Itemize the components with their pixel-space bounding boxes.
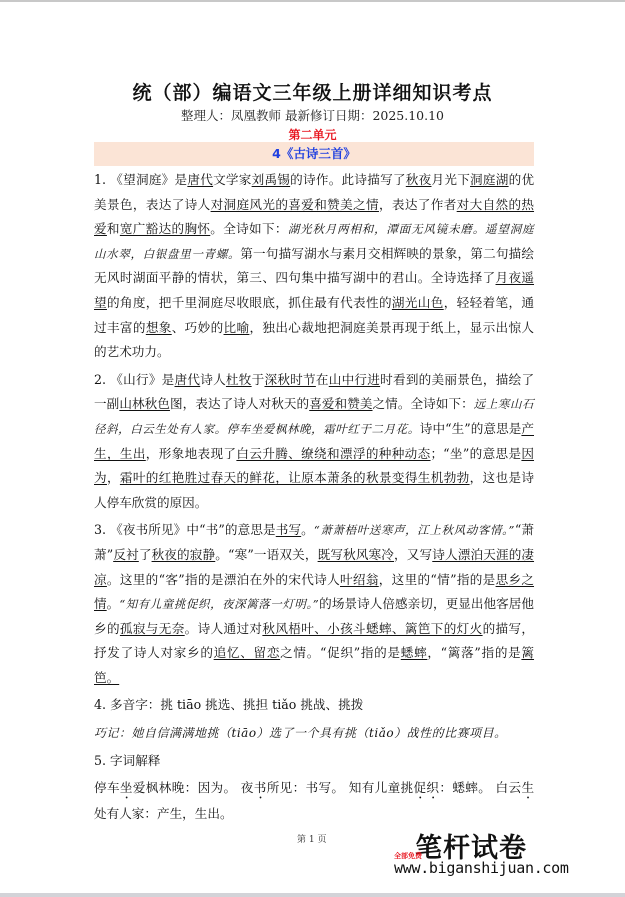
text: 1. 《望洞庭》是 [94,172,188,187]
key-point: 追忆、留恋 [213,645,281,661]
poem-text: “知有儿童挑促织，夜深篱落一灯明。” [119,597,320,612]
key-point: 山林秋色 [119,396,170,412]
text: 了 [138,546,152,562]
key-point: 诗人漂泊天涯的凄凉 [94,546,535,587]
text: 。 [301,522,314,538]
text: 停车 [94,780,120,796]
text: ，这也是诗人停车欣赏的原因。 [94,470,535,510]
key-point: 洞庭湖 [470,172,509,187]
emphasized-char: 促织 [413,780,440,796]
text: 图，表达了诗人对秋天的 [169,396,310,412]
key-point: 唐代 [174,371,201,387]
emphasized-char: 坐 [119,780,133,796]
section-3-yeshusuojian [94,518,534,690]
text: 于 [251,371,265,387]
text: ， [106,470,120,486]
document-subtitle: 整理人：凤凰教师 最新修订日期：2025.10.10 [180,108,445,123]
key-point: 书写 [275,522,302,538]
section-4-heading: 4. 多音字：挑 tiāo 挑选、挑担 tiǎo 挑战、挑拨 [94,697,364,713]
key-point: 对大自然的热爱 [94,196,535,237]
poem-text: 远上寒山石径斜，白云生处有人家。停车坐爱枫林晚，霜叶红于二月花。 [94,397,535,436]
emphasized-char: 生 [521,780,535,796]
key-point: 白云升腾、缭绕和漂浮的种种动态 [236,445,431,461]
unit-heading: 第二单元 [288,128,337,142]
text: 3. 《夜书所见》中“书”的意思是 [94,522,276,538]
key-point: 宽广豁达的胸怀 [119,221,211,237]
key-point: 唐代 [187,172,214,187]
text: 的描写，抒发了诗人对家乡的 [94,620,535,661]
text: 之情。“促织”指的是 [280,645,401,661]
key-point: 深秋时节 [264,371,316,387]
lesson-heading: 4《古诗三首》 [94,142,534,166]
key-point: 秋风梧叶、小孩斗蟋蟀、篱笆下的灯火 [262,620,483,636]
key-point: 山中行进 [328,371,381,387]
key-point: 想象 [145,319,172,335]
text: 所见：书写。 知有儿童挑 [266,780,414,796]
key-point: 秋夜 [405,172,432,187]
watermark-free-tag: 全部免费 [394,852,422,860]
viewer-bottom-border [0,893,625,897]
key-point: 湖光山色 [391,294,444,310]
section-2-shanxing [94,368,534,516]
text: 在 [315,371,329,387]
key-point: 反衬 [113,546,139,562]
text: 。“寒”一语双关， [215,546,318,562]
text: 2. 《山行》是 [94,371,175,387]
text: 。诗人通过对 [184,620,263,636]
text: ，又写 [394,546,433,562]
text: 月光下 [431,172,471,187]
text: ；“坐”的意思是 [430,445,522,461]
section-5-definitions [94,776,534,827]
key-point: 刘禹锡 [251,172,291,187]
text: 文学家 [213,172,252,187]
key-point: 秋夜的寂静 [151,546,216,562]
text: 和 [106,221,120,237]
section-4-tip: 巧记：她自信满满地挑（tiāo）选了一个具有挑（tiǎo）战性的比赛项目。 [94,726,507,741]
text: 诗人 [200,371,226,387]
text: 爱枫林晚：因为。 夜 [132,780,254,796]
key-point: 月夜遥望 [94,270,535,310]
text: 之情。全诗如下： [372,396,474,412]
key-point: 比喻 [223,319,250,335]
key-point: 叶绍翁 [339,571,379,587]
text: 。 [106,596,120,612]
text: ，形象地表现了 [145,445,237,461]
text: ，“篱落”指的是 [427,645,522,661]
text: 时看到的美丽景色，描绘了一副 [94,371,535,412]
text: ：蟋蟀。 白云 [439,780,522,796]
text: 。全诗如下： [210,221,288,237]
text: 。这里的“客”指的是漂泊在外的宋代诗人 [106,571,340,587]
text: 第一句描写湖水与素月交相辉映的景象，第二句描绘无风时湖面平静的情状，第三、四句集中描写湖中的君山。全诗选择了 [94,245,535,286]
text: 的场景诗人倍感亲切，更显出他客居他乡的 [94,596,535,636]
key-point: 孤寂与无奈 [119,620,185,636]
key-point: 喜爱和赞美 [309,396,373,412]
watermark-url: www.biganshijuan.com [394,859,569,877]
key-point: 蟋蟀 [400,645,428,661]
emphasized-char: 书 [253,780,267,796]
section-1-wangdongting [94,168,534,365]
poem-text: 湖光秋月两相和，潭面无风镜未磨。遥望洞庭山水翠，白银盘里一青螺。 [94,222,535,261]
document-title: 统（部）编语文三年级上册详细知识考点 [132,82,493,104]
key-point: 杜牧 [225,371,252,387]
text: 的诗作。此诗描写了 [290,172,406,187]
key-point: 篱笆。 [94,645,535,685]
text: “萧萧” [94,522,535,562]
text: ，独出心裁地把洞庭美景再现于纸上，显示出惊人的艺术功力。 [94,319,535,360]
key-point: 既写秋风寒冷 [317,546,395,562]
text: 处有人家：产生，生出。 [94,806,233,822]
page-number: 第 1 页 [297,835,327,845]
section-5-heading: 5. 字词解释 [94,752,161,768]
text: 的角度，把千里洞庭尽收眼底，抓住最有代表性的 [106,294,392,310]
text: ，这里的“情”指的是 [378,571,496,587]
key-point: 对洞庭风光的喜爱和赞美之情 [210,196,379,212]
text: ，轻轻着笔，通过丰富的 [94,294,535,335]
poem-text: “萧萧梧叶送寒声，江上秋风动客情。” [313,523,515,538]
key-point: 霜叶的红艳胜过春天的鲜花，让原本萧条的秋景变得生机勃勃 [119,470,470,486]
watermark-brand: 笔杆试卷 [415,833,527,864]
key-point: 因为 [94,445,535,486]
text: 的优美景色，表达了诗人 [94,172,535,212]
key-point: 产生，生出 [94,420,534,461]
key-point: 思乡之情 [94,571,535,612]
text: 诗中“生”的意思是 [419,420,522,436]
text: ，表达了作者 [378,196,457,212]
text: 、巧妙的 [171,319,224,335]
document-body [94,168,534,827]
